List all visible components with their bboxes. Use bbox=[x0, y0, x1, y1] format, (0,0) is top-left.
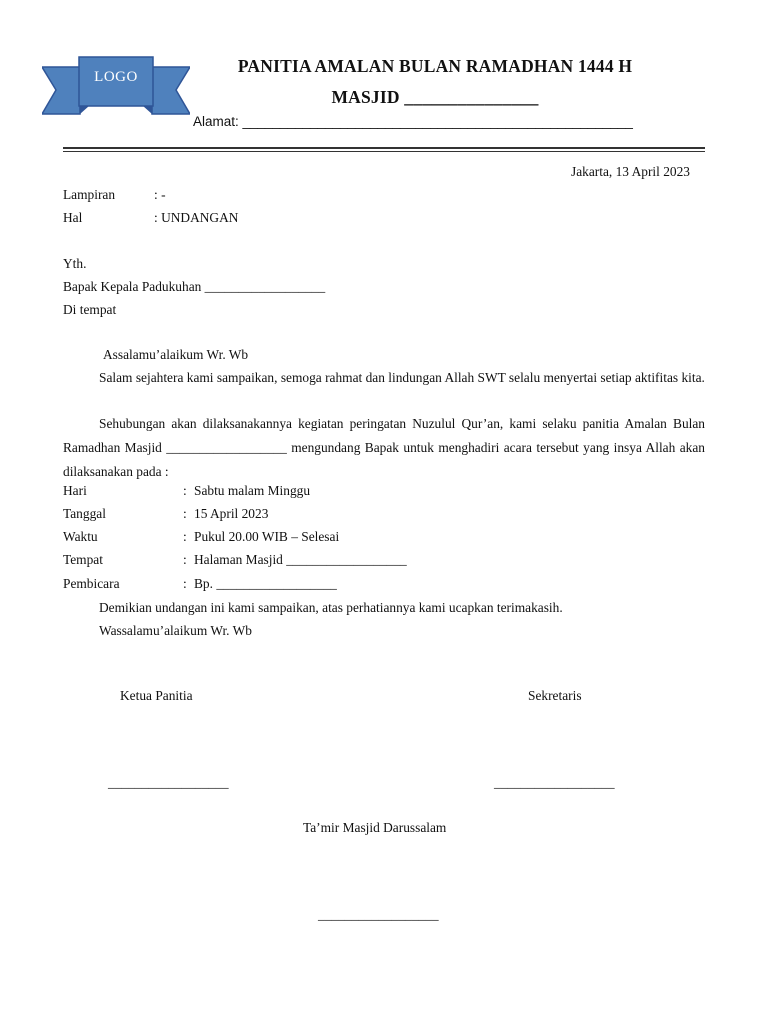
org-title-line2: MASJID _______________ bbox=[331, 87, 539, 107]
org-title-line1: PANITIA AMALAN BULAN RAMADHAN 1444 H bbox=[237, 56, 633, 76]
greeting: Assalamu’alaikum Wr. Wb bbox=[103, 347, 249, 362]
detail-colon: : bbox=[183, 483, 187, 498]
recipient-name: Bapak Kepala Padukuhan __________________ bbox=[63, 279, 326, 294]
detail-colon: : bbox=[183, 529, 187, 544]
lampiran-value: : - bbox=[154, 187, 166, 202]
header-divider-thick bbox=[63, 147, 705, 149]
detail-value: 15 April 2023 bbox=[194, 506, 269, 521]
closing-greeting: Wassalamu’alaikum Wr. Wb bbox=[99, 623, 252, 638]
takmir-title: Ta’mir Masjid Darussalam bbox=[303, 820, 447, 835]
detail-label: Waktu bbox=[63, 529, 98, 544]
place-date: Jakarta, 13 April 2023 bbox=[570, 164, 690, 179]
detail-label: Tanggal bbox=[63, 506, 106, 521]
chair-signature-line: __________________ bbox=[108, 775, 229, 790]
detail-value: Sabtu malam Minggu bbox=[194, 483, 311, 498]
recipient-place: Di tempat bbox=[63, 302, 117, 317]
detail-value: Bp. __________________ bbox=[194, 576, 337, 591]
recipient-salutation: Yth. bbox=[63, 256, 87, 271]
logo-text: LOGO bbox=[94, 69, 138, 85]
detail-value: Pukul 20.00 WIB – Selesai bbox=[194, 529, 340, 544]
hal-label: Hal bbox=[63, 210, 83, 225]
lampiran-label: Lampiran bbox=[63, 187, 116, 202]
address-line: Alamat: ____________________________________________________ bbox=[193, 114, 633, 129]
paragraph-2: Sehubungan akan dilaksanakannya kegiatan peringatan Nuzulul Qur’an, kami selaku panitia Amalan Bulan Ramadhan Masjid __________________ mengundang Bapak untuk menghadiri acara tersebut yang insya Allah akan dilaksanakan pada : bbox=[63, 416, 705, 479]
detail-value: Halaman Masjid __________________ bbox=[194, 552, 407, 567]
detail-colon: : bbox=[183, 506, 187, 521]
header-divider-thin bbox=[63, 151, 705, 152]
detail-label: Hari bbox=[63, 483, 87, 498]
takmir-signature-line: __________________ bbox=[318, 907, 439, 922]
detail-label: Pembicara bbox=[63, 576, 120, 591]
detail-label: Tempat bbox=[63, 552, 103, 567]
paragraph-1: Salam sejahtera kami sampaikan, semoga rahmat dan lindungan Allah SWT selalu menyertai setiap aktifitas kita. bbox=[99, 370, 705, 385]
chair-title: Ketua Panitia bbox=[120, 688, 193, 703]
detail-colon: : bbox=[183, 576, 187, 591]
hal-value: : UNDANGAN bbox=[154, 210, 239, 225]
closing-sentence: Demikian undangan ini kami sampaikan, atas perhatiannya kami ucapkan terimakasih. bbox=[99, 600, 563, 615]
secretary-signature-line: __________________ bbox=[494, 775, 615, 790]
secretary-title: Sekretaris bbox=[528, 688, 582, 703]
detail-colon: : bbox=[183, 552, 187, 567]
